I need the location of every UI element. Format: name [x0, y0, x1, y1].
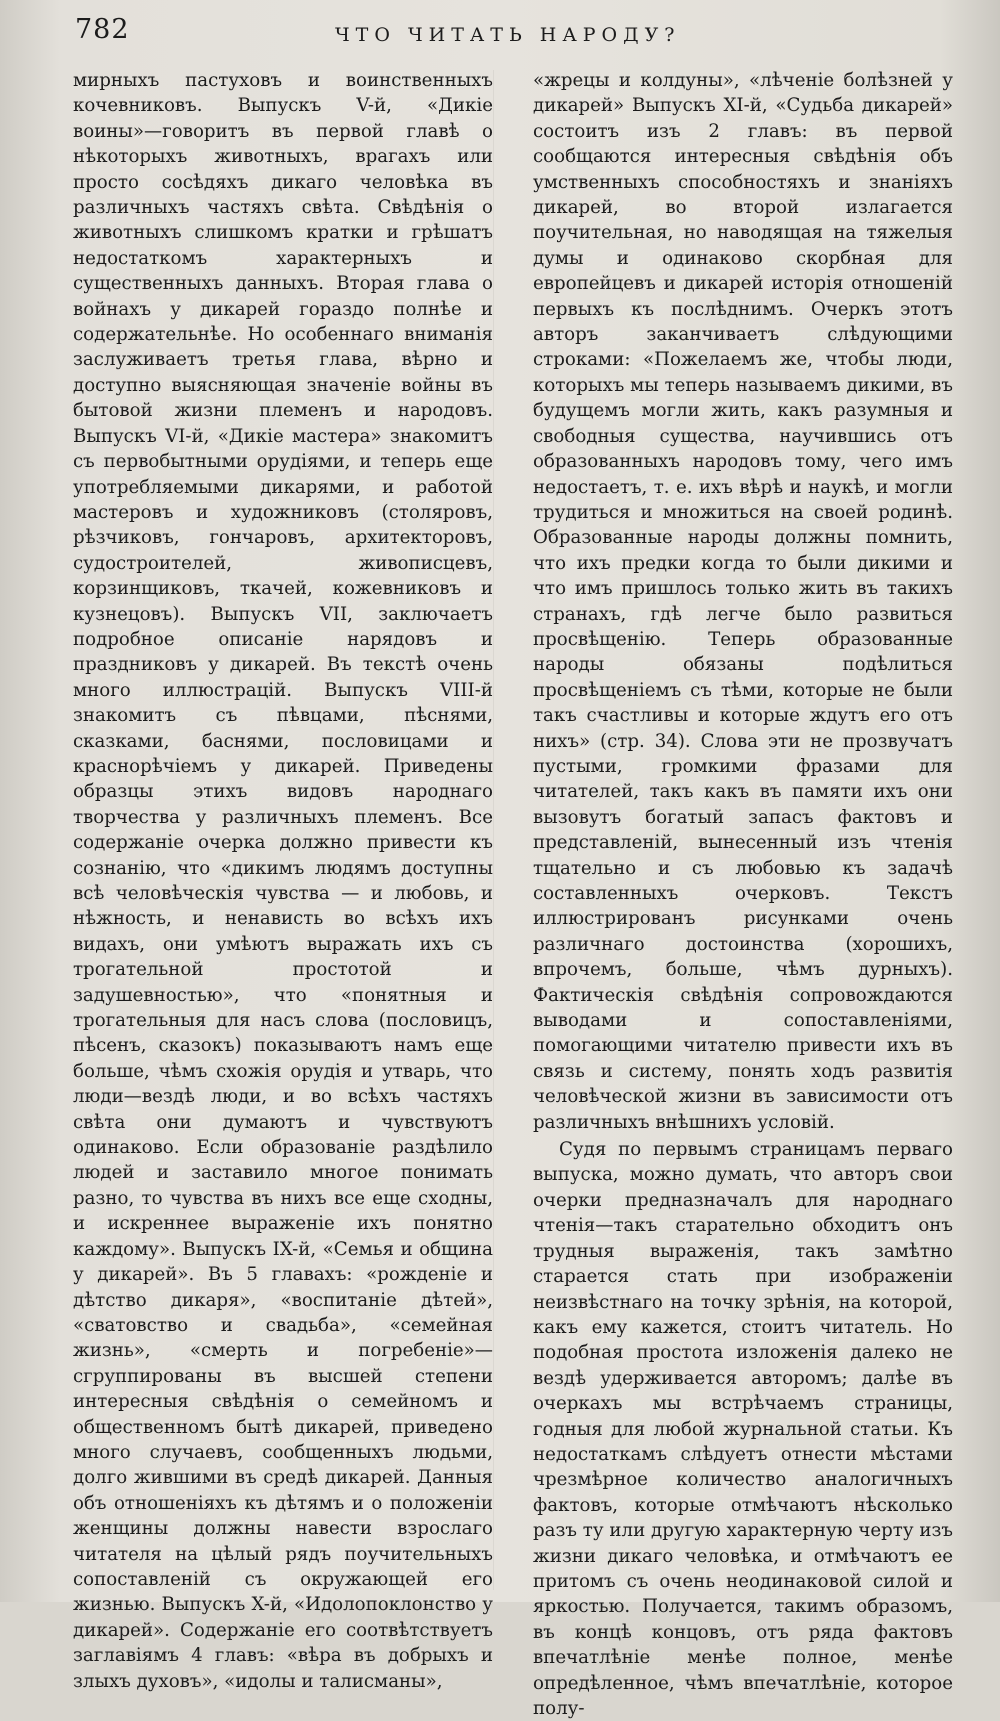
page-number: 782 [75, 14, 130, 45]
page-header [0, 14, 1000, 54]
left-column [73, 68, 493, 1692]
text-columns [73, 68, 953, 1719]
right-paragraph-2: Судя по первымъ страницамъ перваго выпуска, можно думать, что авторъ свои очерки предназначалъ для народнаго чтенiя—такъ старательно обходитъ онъ трудныя выраженiя, такъ замѣтно старается стать при изображенiи неизвѣстнаго на точку зрѣнiя, на которой, какъ ему кажется, стоитъ читатель. Но подобная простота изложенiя далеко не вездѣ удерживается авторомъ; далѣе въ очеркахъ мы встрѣчаемъ страницы, годныя для любой журнальной статьи. Къ недостаткамъ слѣдуетъ отнести мѣстами чрезмѣрное количество аналогичныхъ фактовъ, которые отмѣчаютъ нѣсколько разъ ту или другую характерную черту изъ жизни дикаго человѣка, и отмѣчаютъ ее притомъ съ очень неодинаковой силой и яркостью. Получается, такимъ образомъ, въ концѣ концовъ, отъ ряда фактовъ впечатлѣнiе менѣе полное, менѣе опредѣленное, чѣмъ впечатлѣнiе, которое полу- [533, 1139, 953, 1719]
running-title: ЧТО ЧИТАТЬ НАРОДУ? [335, 24, 681, 46]
right-paragraph-1: «жрецы и колдуны», «лѣченiе болѣзней у дикарей» Выпускъ XI-й, «Судьба дикарей» состоитъ изъ 2 главъ: въ первой сообщаются интересныя свѣдѣнiя объ умственныхъ способностяхъ и знанiяхъ дикарей, во второй излагается поучительная, но наводящая на тяжелыя думы и одинаково скорбная для европейцевъ и дикарей исторiя отношенiй первыхъ къ послѣднимъ. Очеркъ этотъ авторъ заканчиваетъ слѣдующими строками: «Пожелаемъ же, чтобы люди, которыхъ мы теперь называемъ дикими, въ будущемъ могли жить, какъ разумныя и свободныя существа, научившись отъ образованныхъ народовъ тому, чего имъ недостаетъ, т. е. ихъ вѣрѣ и наукѣ, и могли трудиться и множиться на своей родинѣ. Образованные народы должны помнить, что ихъ предки когда то были дикими и что имъ пришлось только жить въ такихъ странахъ, гдѣ легче было развиться просвѣщенiю. Теперь образованные народы обязаны подѣлиться просвѣщенiемъ съ тѣми, которые не были такъ счастливы и которые ждутъ его отъ нихъ» (стр. 34). Слова эти не прозвучатъ пустыми, громкими фразами для читателей, такъ какъ въ памяти ихъ они вызовутъ богатый запасъ фактовъ и представленiй, вынесенный изъ чтенiя тщательно и съ любовью къ задачѣ составленныхъ очерковъ. Текстъ иллюстрированъ рисунками очень различнаго достоинства (хорошихъ, впрочемъ, больше, чѣмъ дурныхъ). Фактическiя свѣдѣнiя сопровождаются выводами и сопоставленiями, помогающими читателю привести ихъ въ связь и систему, понять ходъ развитiя человѣческой жизни въ зависимости отъ различныхъ внѣшнихъ условiй. [533, 70, 953, 1133]
left-paragraph-1: мирныхъ пастуховъ и воинственныхъ кочевниковъ. Выпускъ V-й, «Дикiе воины»—говоритъ въ первой главѣ о нѣкоторыхъ животныхъ, врагахъ или просто сосѣдяхъ дикаго человѣка въ различныхъ частяхъ свѣта. Свѣдѣнiя о животныхъ слишкомъ кратки и грѣшатъ недостаткомъ характерныхъ и существенныхъ данныхъ. Вторая глава о войнахъ у дикарей гораздо полнѣе и содержательнѣе. Но особеннаго вниманiя заслуживаетъ третья глава, вѣрно и доступно выясняющая значенiе войны въ бытовой жизни племенъ и народовъ. Выпускъ VI-й, «Дикiе мастера» знакомитъ съ первобытными орудiями, и теперь еще употребляемыми дикарями, и работой мастеровъ и художниковъ (столяровъ, рѣзчиковъ, гончаровъ, архитекторовъ, судостроителей, живописцевъ, корзинщиковъ, ткачей, кожевниковъ и кузнецовъ). Выпускъ VII, заключаетъ подробное описанiе нарядовъ и праздниковъ у дикарей. Въ текстѣ очень много иллюстрацiй. Выпускъ VIII-й знакомитъ съ пѣвцами, пѣснями, сказками, баснями, пословицами и краснорѣчiемъ у дикарей. Приведены образцы этихъ видовъ народнаго творчества у различныхъ племенъ. Все содержанiе очерка должно привести къ сознанiю, что «дикимъ людямъ доступны всѣ человѣческiя чувства — и любовь, и нѣжность, и ненависть во всѣхъ ихъ видахъ, они умѣютъ выражать ихъ съ трогательной простотой и задушевностью», что «понятныя и трогательныя для насъ слова (пословицъ, пѣсенъ, сказокъ) показываютъ намъ еще больше, чѣмъ схожiя орудiя и утварь, что люди—вездѣ люди, и во всѣхъ частяхъ свѣта они думаютъ и чувствуютъ одинаково. Если образованiе раздѣлило людей и заставило многое понимать разно, то чувства въ нихъ все еще сходны, и искреннее выраженiе ихъ понятно каждому». Выпускъ IX-й, «Семья и община у дикарей». Въ 5 главахъ: «рожденiе и дѣтство дикаря», «воспитанiе дѣтей», «сватовство и свадьба», «семейная жизнь», «смерть и погребенiе»—сгруппированы въ высшей степени интересныя свѣдѣнiя о семейномъ и общественномъ бытѣ дикарей, приведено много случаевъ, сообщенныхъ людьми, долго жившими въ средѣ дикарей. Данныя объ отношенiяхъ къ дѣтямъ и о положенiи женщины должны навести взрослаго читателя на цѣлый рядъ поучительныхъ сопоставленiй съ окружающей его жизнью. Выпускъ X-й, «Идолопоклонство у дикарей». Содержанiе его соотвѣтствуетъ заглавiямъ 4 главъ: «вѣра въ добрыхъ и злыхъ духовъ», «идолы и талисманы», [73, 70, 493, 1692]
right-column [533, 68, 953, 1719]
